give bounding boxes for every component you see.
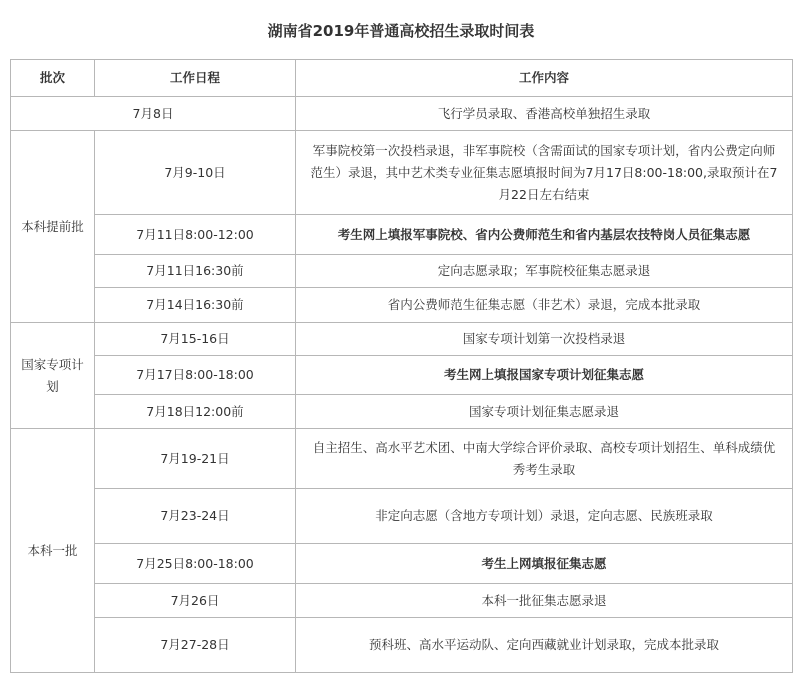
table-row	[11, 323, 793, 356]
date-cell: 7月23-24日	[95, 489, 296, 544]
page-title: 湖南省2019年普通高校招生录取时间表	[267, 22, 535, 40]
content-cell: 定向志愿录取；军事院校征集志愿录退	[296, 255, 793, 288]
content-cell: 考生上网填报征集志愿	[296, 544, 793, 584]
table-row	[11, 97, 793, 131]
date-cell: 7月14日16:30前	[95, 288, 296, 323]
table-row	[11, 395, 793, 429]
table-header-row	[11, 60, 793, 97]
batch-cell: 本科提前批	[11, 131, 95, 323]
date-cell: 7月8日	[11, 97, 296, 131]
content-cell: 军事院校第一次投档录退，非军事院校（含需面试的国家专项计划，省内公费定向师范生）录退，其中艺术类专业征集志愿填报时间为7月17日8:00-18:00,录取预计在7月22日左右结束	[296, 131, 793, 215]
content-cell: 飞行学员录取、香港高校单独招生录取	[296, 97, 793, 131]
table-row	[11, 131, 793, 215]
date-cell: 7月19-21日	[95, 429, 296, 489]
content-cell: 考生网上填报军事院校、省内公费师范生和省内基层农技特岗人员征集志愿	[296, 215, 793, 255]
date-cell: 7月11日8:00-12:00	[95, 215, 296, 255]
admission-schedule-table	[10, 59, 793, 673]
content-cell: 省内公费师范生征集志愿（非艺术）录退，完成本批录取	[296, 288, 793, 323]
date-cell: 7月25日8:00-18:00	[95, 544, 296, 584]
batch-cell: 本科一批	[11, 429, 95, 673]
header-content: 工作内容	[296, 60, 793, 97]
batch-cell: 国家专项计划	[11, 323, 95, 429]
table-row	[11, 584, 793, 618]
content-cell: 本科一批征集志愿录退	[296, 584, 793, 618]
table-row	[11, 618, 793, 673]
table-row	[11, 215, 793, 255]
content-cell: 考生网上填报国家专项计划征集志愿	[296, 356, 793, 395]
content-cell: 国家专项计划第一次投档录退	[296, 323, 793, 356]
table-row	[11, 356, 793, 395]
date-cell: 7月17日8:00-18:00	[95, 356, 296, 395]
header-date: 工作日程	[95, 60, 296, 97]
content-cell: 国家专项计划征集志愿录退	[296, 395, 793, 429]
table-row	[11, 255, 793, 288]
date-cell: 7月15-16日	[95, 323, 296, 356]
content-cell: 预科班、高水平运动队、定向西藏就业计划录取，完成本批录取	[296, 618, 793, 673]
date-cell: 7月27-28日	[95, 618, 296, 673]
table-row	[11, 544, 793, 584]
date-cell: 7月18日12:00前	[95, 395, 296, 429]
header-batch: 批次	[11, 60, 95, 97]
content-cell: 非定向志愿（含地方专项计划）录退，定向志愿、民族班录取	[296, 489, 793, 544]
table-row	[11, 489, 793, 544]
date-cell: 7月26日	[95, 584, 296, 618]
date-cell: 7月9-10日	[95, 131, 296, 215]
table-row	[11, 429, 793, 489]
content-cell: 自主招生、高水平艺术团、中南大学综合评价录取、高校专项计划招生、单科成绩优秀考生录取	[296, 429, 793, 489]
date-cell: 7月11日16:30前	[95, 255, 296, 288]
table-row	[11, 288, 793, 323]
